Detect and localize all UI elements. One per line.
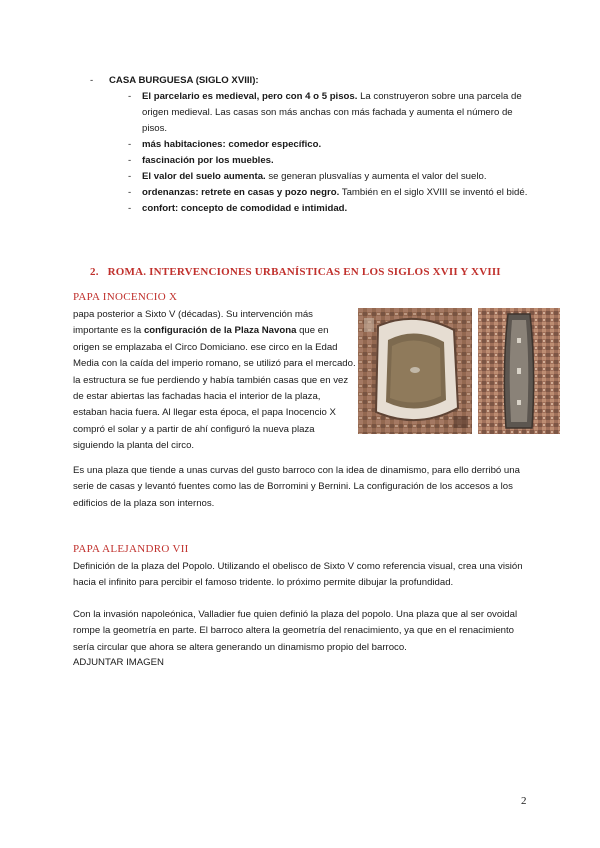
list-item-bold: ordenanzas: retrete en casas y pozo negro. xyxy=(142,187,340,198)
list-item xyxy=(128,153,540,169)
list-item-text: También en el siglo XVIII se inventó el bidé. xyxy=(339,187,528,198)
paragraph-bold: configuración de la Plaza Navona xyxy=(143,325,297,337)
alejandro-paragraph-3: ADJUNTAR IMAGEN xyxy=(73,657,164,668)
list-dash: - xyxy=(128,139,132,150)
casa-burguesa-list xyxy=(90,89,540,217)
casa-burguesa-title xyxy=(90,73,540,89)
list-dash: - xyxy=(128,187,132,198)
inocencio-heading: PAPA INOCENCIO X xyxy=(73,291,178,303)
list-item xyxy=(128,169,540,185)
section-heading xyxy=(90,266,501,278)
list-item xyxy=(128,89,540,137)
paragraph-text: que en origen se emplazaba el Circo Domiciano. ese circo en la Edad Media con la caída del imperio romano, se utilizó para el mercado. la estructura se fue perdiendo y había también casas que en vez de estar abiertas las fachadas hacia el interior de la plaza, estaban hacia fuera. Al llegar esta época, el papa Inocencio X compró el solar y a partir de ahí configuró la nueva plaza siguiendo la planta del circo. xyxy=(73,325,356,452)
list-item-bold: confort: concepto de comodidad e intimidad. xyxy=(142,203,348,214)
list-dash: - xyxy=(128,91,132,102)
casa-burguesa-heading: CASA BURGUESA (SIGLO XVIII): xyxy=(109,75,259,86)
plaza-navona-aerial-image xyxy=(478,308,560,434)
paragraph-text: papa posterior a Sixto V (décadas). Su intervención más importante es la xyxy=(73,309,313,337)
section-number: 2. xyxy=(90,266,99,278)
section-title: ROMA. INTERVENCIONES URBANÍSTICAS EN LOS SIGLOS XVII Y XVIII xyxy=(107,266,501,278)
plaza-navona-aerial-image xyxy=(358,308,472,434)
list-dash: - xyxy=(128,203,132,214)
list-item-text: La construyeron sobre una parcela de origen medieval. Las casas son más anchas con más fachada y aumenta el número de pisos. xyxy=(142,91,522,134)
alejandro-heading: PAPA ALEJANDRO VII xyxy=(73,543,189,555)
list-item xyxy=(128,201,540,217)
list-dash: - xyxy=(128,171,132,182)
list-item-bold: más habitaciones: comedor específico. xyxy=(142,139,322,150)
list-item-bold: fascinación por los muebles. xyxy=(142,155,274,166)
list-dash: - xyxy=(90,75,94,86)
page-number: 2 xyxy=(521,795,527,807)
inocencio-paragraph-2: Es una plaza que tiende a unas curvas del gusto barroco con la idea de dinamismo, para ello derribó una serie de casas y levantó fuentes como las de Borromini y Bernini. La configuración de los accesos a los edificios de la plaza son internos. xyxy=(73,465,520,509)
casa-burguesa-section xyxy=(90,73,540,217)
list-item-bold: El valor del suelo aumenta. xyxy=(142,171,266,182)
list-item xyxy=(128,137,540,153)
alejandro-paragraph-1: Definición de la plaza del Popolo. Utilizando el obelisco de Sixto V como referencia visual, crea una visión hacia el infinito para percibir el famoso tridente. lo próximo permite dibujar la profundidad. xyxy=(73,561,523,589)
inocencio-paragraph-1 xyxy=(73,307,357,455)
list-item xyxy=(128,185,540,201)
list-item-bold: El parcelario es medieval, pero con 4 o 5 pisos. xyxy=(142,91,358,102)
alejandro-paragraph-2: Con la invasión napoleónica, Valladier fue quien definió la plaza del popolo. Una plaza que al ser ovoidal rompe la geometría en parte. El barroco altera la geometría del renacimiento, ya que en el renacimiento sería circular que ahora se altera generando un dinamismo propio del barroco. xyxy=(73,609,518,653)
list-item-text: se generan plusvalías y aumenta el valor del suelo. xyxy=(265,171,487,182)
list-dash: - xyxy=(128,155,132,166)
